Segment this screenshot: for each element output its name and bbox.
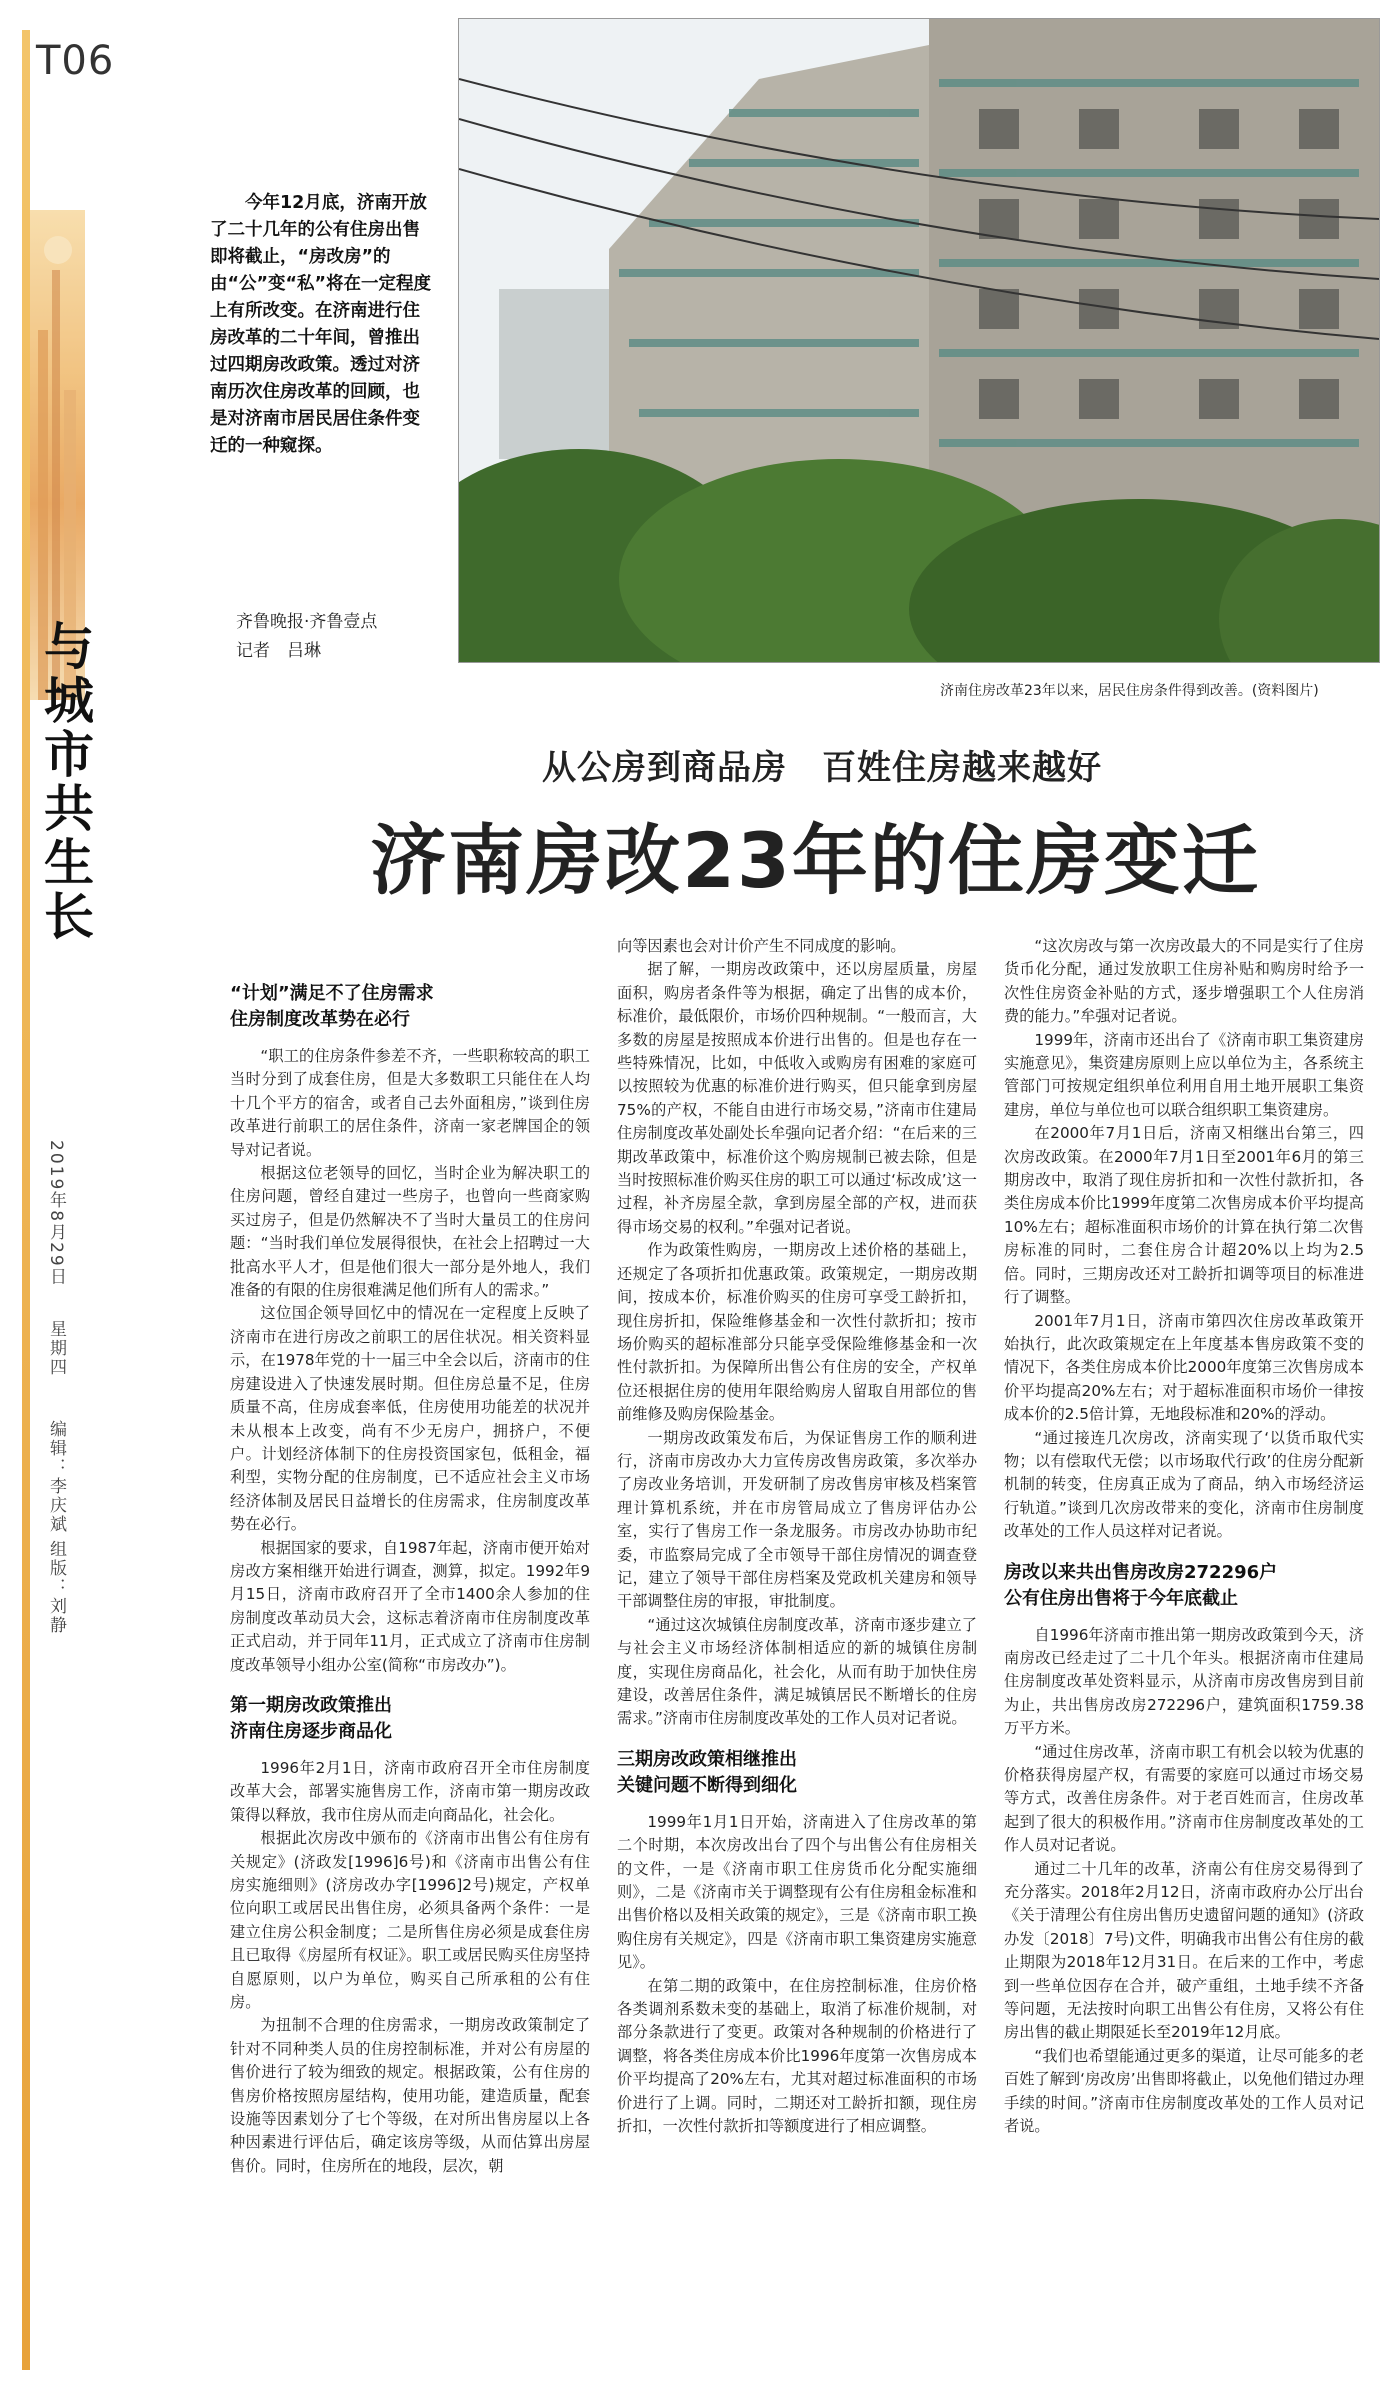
body-paragraph: 根据此次房改中颁布的《济南市出售公有住房有关规定》(济政发[1996]6号)和《济南市出售公有住房实施细则》(济房改办字[1996]2号)规定，产权单位向职工或居民出售住房，必须具备两个条件：一是建立住房公积金制度；二是所售住房必须是成套住房且已取得《房屋所有权证》。职工或居民购买住房坚持自愿原则，以户为单位，购买自己所承租的公有住房。 <box>230 1829 590 2012</box>
body-paragraph: 一期房改政策发布后，为保证售房工作的顺利进行，济南市房改办大力宣传房改售房政策，多次举办了房改业务培训，开发研制了房改售房审核及档案管理计算机系统，并在市房管局成立了售房评估办公室，实行了售房工作一条龙服务。市房改办协助市纪委，市监察局完成了全市领导干部住房情况的调查登记，建立了领导干部住房档案及党政机关建房和领导干部调整住房的审报，审批制度。 <box>617 1428 977 1611</box>
section-heading-line: 第一期房改政策推出 <box>230 1694 392 1716</box>
body-paragraph: 在第二期的政策中，在住房控制标准，住房价格各类调剂系数未变的基础上，取消了标准价规制，对部分条款进行了变更。政策对各种规制的价格进行了调整，将各类住房成本价比1996年度第一次售房成本价平均提高了20%左右，尤其对超过标准面积的市场价进行了上调。同时，二期还对工龄折扣额，现住房折扣，一次性付款折扣等额度进行了相应调整。 <box>617 1976 977 2136</box>
editor-credit: 编辑：李庆斌 <box>46 1420 66 1534</box>
body-paragraph: 为扭制不合理的住房需求，一期房改政策制定了针对不同种类人员的住房控制标准，并对公有房屋的售价进行了较为细致的规定。根据政策，公有住房的售房价格按照房屋结构，使用功能，建造质量，配套设施等因素划分了七个等级，在对所出售房屋以上各种因素进行评估后，确定该房等级，从而估算出房屋售价。同时，住房所在的地段，层次，朝 <box>230 2016 590 2175</box>
intro-paragraph: 今年12月底，济南开放了二十几年的公有住房出售即将截止，“房改房”的由“公”变“私”将在一定程度上有所改变。在济南进行住房改革的二十年间，曾推出过四期房改政策。透过对济南历次住房改革的回顾，也是对济南市居民居住条件变迁的一种窥探。 <box>210 193 432 456</box>
article-column-3 <box>1004 935 1364 2139</box>
body-paragraph: “通过这次城镇住房制度改革，济南市逐步建立了与社会主义市场经济体制相适应的新的城镇住房制度，实现住房商品化，社会化，从而有助于加快住房建设，改善居住条件，满足城镇居民不断增长的住房需求。”济南市住房制度改革处的工作人员对记者说。 <box>617 1615 977 1728</box>
body-paragraph: 自1996年济南市推出第一期房改政策到今天，济南房改已经走过了二十几个年头。根据济南市住建局住房制度改革处资料显示，从济南市房改售房到目前为止，共出售房改房272296户，建筑面积1759.38万平方米。 <box>1004 1625 1364 1738</box>
article-subheadline: 从公房到商品房 百姓住房越来越好 <box>542 748 1102 788</box>
section-heading-line: 济南住房逐步商品化 <box>230 1720 392 1742</box>
section-heading-line: 住房制度改革势在必行 <box>230 1009 410 1030</box>
photo-caption: 济南住房改革23年以来，居民住房条件得到改善。(资料图片) <box>940 683 1319 699</box>
body-paragraph: “通过接连几次房改，济南实现了‘以货币取代实物；以有偿取代无偿；以市场取代行政’的住房分配新机制的转变，住房真正成为了商品，纳入市场经济运行轨道。”谈到几次房改带来的变化，济南市住房制度改革处的工作人员这样对记者说。 <box>1004 1428 1364 1541</box>
article-column-2 <box>617 935 977 2139</box>
page-number: T06 <box>36 38 115 84</box>
section-heading-line: 关键问题不断得到细化 <box>617 1774 797 1796</box>
body-paragraph: 1996年2月1日，济南市政府召开全市住房制度改革大会，部署实施售房工作，济南市第一期房改政策得以释放，我市住房从而走向商品化，社会化。 <box>230 1758 590 1824</box>
issue-weekday: 星期四 <box>46 1320 66 1377</box>
section-heading <box>230 981 590 1033</box>
body-paragraph: 向等因素也会对计价产生不同成度的影响。 <box>617 937 906 955</box>
body-paragraph: 1999年，济南市还出台了《济南市职工集资建房实施意见》，集资建房原则上应以单位为主，各系统主管部门可按规定组织单位利用自用土地开展职工集资建房，单位与单位也可以联合组织职工集资建房。 <box>1004 1030 1364 1119</box>
body-paragraph: 1999年1月1日开始，济南进入了住房改革的第二个时期，本次房改出台了四个与出售公有住房相关的文件，一是《济南市职工住房货币化分配实施细则》，二是《济南市关于调整现有公有住房租金标准和出售价格以及相关政策的规定》，三是《济南市职工换购住房有关规定》，四是《济南市职工集资建房实施意见》。 <box>617 1812 977 1972</box>
body-paragraph: 根据国家的要求，自1987年起，济南市便开始对房改方案相继开始进行调查，测算，拟定。1992年9月15日，济南市政府召开了全市1400余人参加的住房制度改革动员大会，这标志着济南市住房制度改革正式启动，并于同年11月，正式成立了济南市住房制度改革领导小组办公室(简称“市房改办”)。 <box>230 1538 590 1674</box>
byline-source: 齐鲁晚报·齐鲁壹点 <box>236 612 378 632</box>
layout-credit: 组版：刘静 <box>46 1540 66 1635</box>
body-paragraph: 2001年7月1日，济南市第四次住房改革政策开始执行，此次政策规定在上年度基本售房政策不变的情况下，各类住房成本价比2000年度第三次售房成本价平均提高20%左右；对于超标准面积市场价一律按成本价的2.5倍计算，无地段标准和20%的浮动。 <box>1004 1311 1364 1424</box>
article-column-1 <box>230 965 590 2178</box>
body-paragraph: “通过住房改革，济南市职工有机会以较为优惠的价格获得房屋产权，有需要的家庭可以通过市场交易等方式，改善住房条件。对于老百姓而言，住房改革起到了很大的积极作用。”济南市住房制度改革处的工作人员对记者说。 <box>1004 1742 1364 1855</box>
body-paragraph: 这位国企领导回忆中的情况在一定程度上反映了济南市在进行房改之前职工的居住状况。相关资料显示，在1978年党的十一届三中全会以后，济南市的住房建设进入了快速发展时期。但住房总量不足，住房质量不高，住房成套率低，住房使用功能差的状况并未从根本上改变，尚有不少无房户，拥挤户，不便户。计划经济体制下的住房投资国家包，低租金，福利型，实物分配的住房制度，已不适应社会主义市场经济体制及居民日益增长的住房需求，住房制度改革势在必行。 <box>230 1304 590 1534</box>
body-paragraph: 根据这位老领导的回忆，当时企业为解决职工的住房问题，曾经自建过一些房子，也曾向一些商家购买过房子，但是仍然解决不了当时大量员工的住房问题：“当时我们单位发展得很快，在社会上招聘过一大批高水平人才，但是他们很大一部分是外地人，我们准备的有限的住房很难满足他们所有人的需求。” <box>230 1164 590 1300</box>
body-paragraph: 据了解，一期房改政策中，还以房屋质量，房屋面积，购房者条件等为根据，确定了出售的成本价，标准价，最低限价，市场价四种规制。“一般而言，大多数的房屋是按照成本价进行出售的。但是也存在一些特殊情况，比如，中低收入或购房有困难的家庭可以按照较为优惠的标准价进行购买，但只能拿到房屋75%的产权，不能自由进行市场交易，”济南市住建局住房制度改革处副处长牟强向记者介绍：“在后来的三期改革政策中，标准价这个购房规制已被去除，但是当时按照标准价购买住房的职工可以通过‘标改成’这一过程，补齐房屋全款，拿到房屋全部的产权，进而获得市场交易的权利。”牟强对记者说。 <box>617 960 977 1236</box>
section-heading <box>617 1747 977 1799</box>
body-paragraph: “这次房改与第一次房改最大的不同是实行了住房货币化分配，通过发放职工住房补贴和购房时给予一次性住房资金补贴的方式，逐步增强职工个人住房消费的能力。”牟强对记者说。 <box>1004 937 1364 1026</box>
body-paragraph: “职工的住房条件参差不齐，一些职称较高的职工当时分到了成套住房，但是大多数职工只能住在人均十几个平方的宿舍，或者自己去外面租房，”谈到住房改革进行前职工的居住条件，济南一家老牌国企的领导对记者说。 <box>230 1047 590 1159</box>
byline-reporter: 记者 吕琳 <box>236 641 321 661</box>
section-title: 与城市共生长 <box>36 620 95 944</box>
section-heading <box>1004 1560 1364 1612</box>
body-paragraph: 在2000年7月1日后，济南又相继出台第三，四次房改政策。在2000年7月1日至2001年6月的第三期房改中，取消了现住房折扣和一次性付款折扣，各类住房成本价比1999年度第二次售房成本价平均提高10%左右；超标准面积市场价的计算在执行第二次售房标准的同时，二套住房合计超20%以上均为2.5倍。同时，三期房改还对工龄折扣调等项目的标准进行了调整。 <box>1004 1124 1364 1307</box>
article-headline: 济南房改23年的住房变迁 <box>370 816 1260 905</box>
section-heading-line: “计划”满足不了住房需求 <box>230 983 434 1004</box>
section-heading-line: 房改以来共出售房改房272296户 <box>1004 1561 1278 1583</box>
issue-date: 2019年8月29日 <box>46 1140 66 1287</box>
body-paragraph: 作为政策性购房，一期房改上述价格的基础上，还规定了各项折扣优惠政策。政策规定，一期房改期间，按成本价，标准价购买的住房可享受工龄折扣，现住房折扣，保险维修基金和一次性付款折扣；按市场价购买的超标准部分只能享受保险维修基金和一次性付款折扣。为保障所出售公有住房的安全，产权单位还根据住房的使用年限给购房人留取自用部位的售前维修及购房保险基金。 <box>617 1241 977 1424</box>
section-heading-line: 三期房改政策相继推出 <box>617 1748 797 1770</box>
body-paragraph: 通过二十几年的改革，济南公有住房交易得到了充分落实。2018年2月12日，济南市政府办公厅出台《关于清理公有住房出售历史遗留问题的通知》(济政办发〔2018〕7号)文件，明确我市出售公有住房的截止期限为2018年12月31日。在后来的工作中，考虑到一些单位因存在合并，破产重组，土地手续不齐备等问题，无法按时向职工出售公有住房，又将公有住房出售的截止期限延长至2019年12月底。 <box>1004 1859 1364 2042</box>
building-photo <box>458 18 1380 663</box>
section-heading <box>230 1693 590 1745</box>
section-heading-line: 公有住房出售将于今年底截止 <box>1004 1587 1238 1609</box>
left-rail-bar <box>22 30 30 2370</box>
body-paragraph: “我们也希望能通过更多的渠道，让尽可能多的老百姓了解到‘房改房’出售即将截止，以免他们错过办理手续的时间。”济南市住房制度改革处的工作人员对记者说。 <box>1004 2046 1364 2136</box>
